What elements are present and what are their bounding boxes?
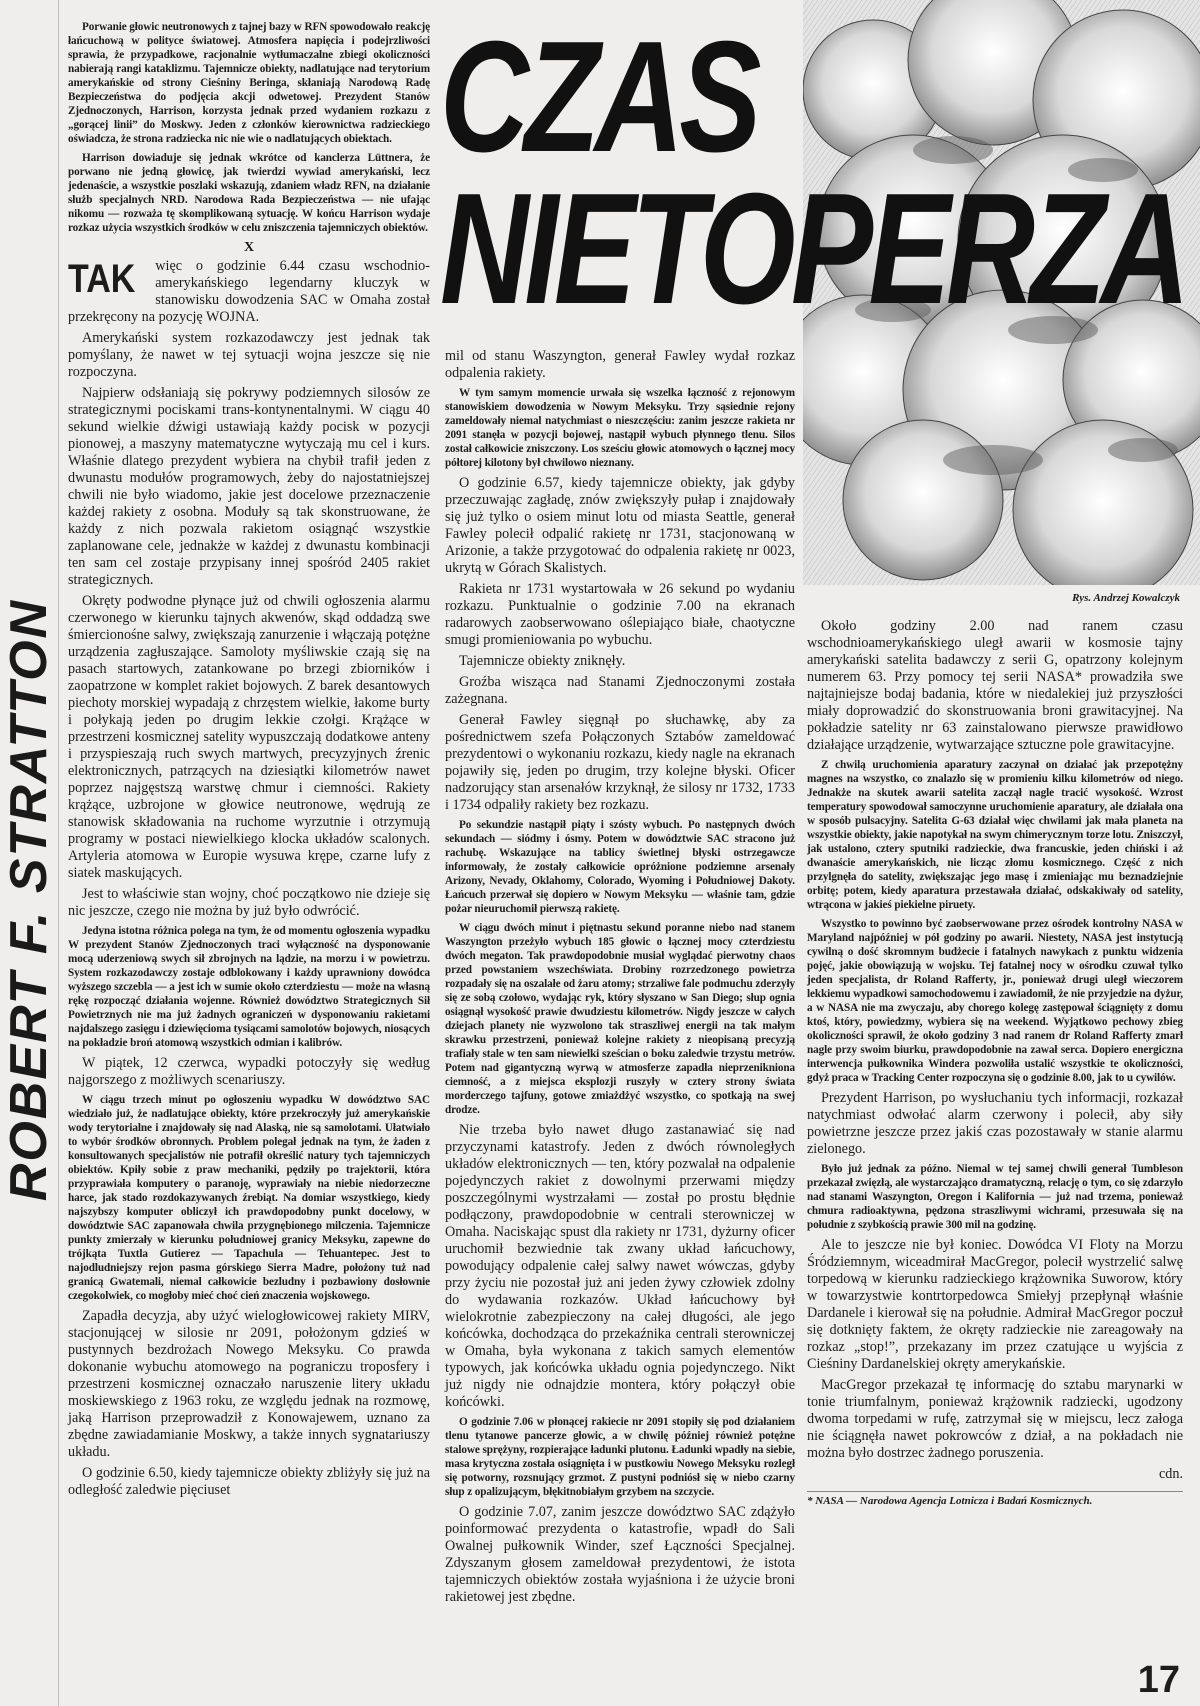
body-block	[445, 475, 795, 814]
intro-paragraph: Harrison dowiaduje się jednak wkrótce od kanclerza Lüttnera, że porwano nie jedną głowicę, jak twierdzi wywiad amerykański, lecz jedenaście, a wszystkie poszlaki wskazują, zdaniem władz RFN, na działanie służb specjalnych NRD. Narodowa Rada Bezpieczeństwa — nie ufając nikomu — rozważa tę skomplikowaną sytuację. W końcu Harrison wydaje rozkaz użycia wszystkich środków w celu zniszczenia tajemniczych obiektów.	[68, 152, 430, 234]
column-1	[68, 20, 430, 1503]
page-number: 17	[1137, 1659, 1180, 1701]
paragraph: Jedyna istotna różnica polega na tym, że od momentu ogłoszenia wypadku W prezydent Stanów Zjednoczonych traci wyłączność na dysponowanie mocą uderzeniową swych sił zbrojnych na lądzie, na morzu i w powietrzu. System rozkazodawczy zostaje odblokowany i każdy uprawniony dowódca wyższego szczebla — a jest ich w sumie około czterdziestu — może na własną rękę rozpocząć działania wojenne. Również dowództwo Strategicznych Sił Powietrznych nie ma już żadnych ograniczeń w dysponowaniu rakietami najdalszego zasięgu i dziewięcioma tysiącami samolotów bojowych, niosących na pokładzie broń atomową wszystkich odmian i kalibrów.	[68, 925, 430, 1049]
paragraph: Z chwilą uruchomienia aparatury zaczynał on działać jak przepotężny magnes na wszystko, co znalazło się w promieniu kilku kilometrów od niego. Jednakże na skutek awarii satelita zaczął nagle tracić wysokość. Wzrost temperatury spowodował samoczynne uruchomienie aparatury, ale działała ona w sposób pulsacyjny. Satelita G-63 działał więc chwilami jak mała planeta na wszystkie obiekty, jakie napotykał na swym chimerycznym torze lotu. Zniszczył, jak ustalono, cztery sputniki radzieckie, dwa francuskie, jeden chiński i aż dwanaście amerykańskich, nie licząc złomu kosmicznego. Część z nich przylgnęła do satelity, zwiększając jego masę i zmieniając mu beznadziejnie orbitę; potem, kiedy aparatura przestawała działać, odskakiwały od satelity, wtrącona w jakieś piekielne piruety.	[807, 759, 1183, 911]
paragraph: Nie trzeba było nawet długo zastanawiać się nad przyczynami katastrofy. Jeden z dwóch równoległych układów elektronicznych — ten, który pozwalał na odpalenie pojedynczych rakiet z dowolnymi przerwami między poszczególnymi wystrzałami — został po prostu błędnie podłączony, prawdopodobnie w centrali sterowniczej w Omaha. Naciskając spust dla rakiety nr 1731, dyżurny oficer uruchomił bezwiednie tak zwany układ łańcuchowy, powodujący odpalenie całej salwy nawet wówczas, gdyby przy życiu nie pozostał już ani jeden żywy człowiek zdolny do wydawania rozkazów. Układ łańcuchowy był wielokrotnie zabezpieczony na całej długości, ale jego końcówka, dochodząca do przekaźnika centrali sterowniczej w Omaha, była wykonana z takich samych elementów typowych, jak końcówka układu ognia pojedynczego. Nikt już nigdy nie odnajdzie montera, który połączył obie końcówki.	[445, 1122, 795, 1410]
section-mark: X	[243, 240, 255, 255]
paragraph: O godzinie 6.57, kiedy tajemnicze obiekty, jak gdyby przeczuwając zagładę, znów zwiększyły pułap i znajdowały się już tylko o osiem minut lotu od miasta Seattle, generał Fawley polecił odpalić rakietę nr 1731, stacjonowaną w Arizonie, a także przygotować do odpalenia rakietę nr 0023, ukrytą w Górach Skalistych.	[445, 475, 795, 576]
continued-mark: cdn.	[1158, 1466, 1183, 1482]
small-block	[68, 1093, 430, 1303]
column-3	[807, 618, 1183, 1507]
article-title	[440, 9, 1200, 337]
author-vertical	[0, 560, 58, 1240]
body-block	[807, 1090, 1183, 1158]
paragraph: Generał Fawley sięgnął po słuchawkę, aby za pośrednictwem szefa Połączonych Sztabów zameldować prezydentowi o wykonaniu rozkazu, kiedy nagle na ekranach pojawiły się, jeden po drugim, trzy kolejne błyski. Oficer nadzorujący stan arsenałów krzyknął, że silosy nr 1732, 1733 i 1734 odpaliły rakiety bez rozkazu.	[445, 712, 795, 813]
paragraph: W ciągu trzech minut po ogłoszeniu wypadku W dowództwo SAC wiedziało już, że nadlatujące obiekty, które przekroczyły już amerykańskie wody terytorialne i znajdowały się nad Alaską, nie są samolotami. Ułatwiało to wybór środków obronnych. Problem polegał jednak na tym, że żaden z konsultowanych specjalistów nie potrafił określić natury tych tajemniczych obiektów. Kpiły sobie z praw mechaniki, pędziły po trajektorii, która przyprawiała komputery o paranoję, wyprawiały na niebie niedorzeczne harce, jak stado rozdokazywanych źrebiąt. Na domiar wszystkiego, kiedy najszybszy komputer obliczył ich prawdopodobny punkt docelowy, w dowództwie SAC zapanowała chwila przygnębionego milczenia. Tajemnicze punkty zmierzały w kierunku południowej granicy Meksyku, zapewne do trójkąta Tuxtla Gutierez — Tapachula — Tehuantepec. Jest to najodludniejszy rejon pasma górskiego Sierra Madre, położony tuż nad granicą Gwatemali, niemal całkowicie bezludny i pozbawiony dosłownie czegokolwiek, co mogłoby mieć choć cień znaczenia wojskowego.	[68, 1094, 430, 1302]
body-block	[68, 1055, 430, 1089]
paragraph: Wszystko to powinno być zaobserwowane przez ośrodek kontrolny NASA w Maryland najpóźniej w pół godziny po awarii. Niestety, NASA jest instytucją cywilną o dość skromnym budżecie i fatalnych nawykach z punktu widzenia pojęć, jakie obowiązują w wojsku. Tej fatalnej nocy w ośrodku czuwał tylko jeden specjalista, dr Roland Rafferty, jr., ponieważ drugi uległ wieczorem lekkiemu wypadkowi samochodowemu i zawiadomił, że nie przyjedzie na dyżur, a w NASA nie ma zwyczaju, aby chorego kolegę zastępował ściągnięty z domu ktoś, który, powiedzmy, wybiera się na weekend. Wyjątkowo pechowy zbieg okoliczności sprawił, że około godziny 3 nad ranem dr Roland Rafferty zmarł nagle przy swoim biurku, prawdopodobnie na zawał serca. Dopiero energiczna interwencja pułkownika Windera pozwoliła ustalić wszystkie te okoliczności, gdyż praca w Tracking Center rozpoczyna się o godzinie 8.00, jak to u cywilów.	[807, 918, 1183, 1084]
body-block	[807, 618, 1183, 754]
body-block	[445, 1504, 795, 1606]
illustration-caption: Rys. Andrzej Kowalczyk	[1072, 592, 1180, 604]
small-block	[445, 818, 795, 1117]
paragraph: Amerykański system rozkazodawczy jest jednak tak pomyślany, że nawet w tej sytuacji wojna jeszcze się nie rozpoczyna.	[68, 330, 430, 380]
small-block	[445, 386, 795, 470]
paragraph: W tym samym momencie urwała się wszelka łączność z rejonowym stanowiskiem dowodzenia w Nowym Meksyku. Trzy sąsiednie rejony zameldowały niemal natychmiast o nieszczęściu: zanim jeszcze rakieta nr 2091 stanęła w pozycji bojowej, nastąpił wybuch płynnego tlenu. Silos został całkowicie zniszczony. Los sześciu głowic atomowych o łącznej mocy półtorej kilotony był chwilowo nieznany.	[445, 387, 795, 469]
paragraph: Groźba wisząca nad Stanami Zjednoczonymi została zażegnana.	[445, 674, 795, 707]
paragraph: Tajemnicze obiekty zniknęły.	[459, 653, 626, 669]
paragraph: Było już jednak za późno. Niemal w tej samej chwili generał Tumbleson przekazał zwięzłą, ale wystarczająco dramatyczną, relację o tym, co się zdarzyło nad stanami Waszyngton, Oregon i Kalifornia — już nad trzema, ponieważ chmura radioaktywna, pędzona straszliwymi wichrami, przesuwała się na południe z szybkością prawie 300 mil na godzinę.	[807, 1163, 1183, 1231]
small-block	[807, 758, 1183, 1085]
paragraph: Jest to właściwie stan wojny, choć początkowo nie dzieje się nic jeszcze, czego nie można by już było odwrócić.	[68, 886, 430, 919]
small-block	[445, 1415, 795, 1499]
paragraph: Prezydent Harrison, po wysłuchaniu tych informacji, rozkazał natychmiast odwołać alarm czerwony i polecił, aby siły powietrzne jeszcze przez jakiś czas pozostawały w stanie alarmu zielonego.	[807, 1090, 1183, 1157]
paragraph: Około godziny 2.00 nad ranem czasu wschodnioamerykańskiego uległ awarii w kosmosie tajny amerykański satelita badawczy z serii G, opatrzony kolejnym numerem 63. Przy pomocy tej serii NASA* prowadziła swe najtajniejsze bodaj badania, które w niedalekiej już przyszłości miały doprowadzić do skonstruowania broni grawitacyjnej. Na pokładzie satelity nr 63 zainstalowano pierwsze prawidłowo działające urządzenie, wytwarzające sztuczne pole grawitacyjne.	[807, 618, 1183, 753]
drop-cap: TAK	[68, 257, 136, 301]
footnote: * NASA — Narodowa Agencja Lotnicza i Badań Kosmicznych.	[807, 1491, 1183, 1507]
paragraph: Po sekundzie nastąpił piąty i szósty wybuch. Po następnych dwóch sekundach — siódmy i ósmy. Potem w dowództwie SAC stracono już rachubę. Wskazujące na tablicy świetlnej błyski ostrzegawcze informowały, że zostały całkowicie opróżnione podziemne arsenały Arizony, Nevady, Oklahomy, Colorado, Wyoming i Południowej Dakoty. Łańcuch przerwał się dopiero w Nowym Meksyku — właśnie tam, gdzie pożar nieuruchomił pierwszą rakietę.	[445, 819, 795, 915]
body-block	[445, 348, 795, 382]
paragraph: O godzinie 7.07, zanim jeszcze dowództwo SAC zdążyło poinformować prezydenta o katastrofie, wpadł do Sali Owalnej pułkownik Winder, szef Łączności Specjalnej. Zdyszanym głosem zameldował prezydentowi, że istota tajemniczych obiektów została wyjaśniona i że użycie broni rakietowej jest zbędne.	[445, 1504, 795, 1605]
paragraph: Zapadła decyzja, aby użyć wielogłowicowej rakiety MIRV, stacjonującej w silosie nr 2091, położonym gdzieś w pustynnych bezdrożach Nowego Meksyku. Co prawda dokonanie wybuchu atomowego na pograniczu troposfery i przestrzeni kosmicznej oznaczało naruszenie litery układu moskiewskiego z 1963 roku, ze względu jednak na rozmowę, jaką Harrison przeprowadził z Konowajewem, uznano za zbędne zawiadamianie Moskwy, a także innych sygnatariuszy układu.	[68, 1308, 430, 1460]
paragraph: Najpierw odsłaniają się pokrywy podziemnych silosów ze strategicznymi pociskami trans-kontynentalnymi. W ciągu 40 sekund wielkie dźwigi ustawiają każdy pocisk w pozycji pionowej, a maszyny matematyczne wytyczają mu cel i kurs. Właśnie dlatego prezydent wybiera na chybił trafił jeden z dwunastu modułów programowych, żeby do najostatniejszej chwili nie było wiadomo, jakie jest docelowe przeznaczenie każdej rakiety z osobna. Moduły są tak skonstruowane, że każdy z nich pozwala rakietom osiągnąć wszystkie zaplanowane cele, jednakże w każdej z dwunastu kombinacji ten sam cel zostaje przypisany innej spośród 2405 rakiet strategicznych.	[68, 385, 430, 588]
paragraph: W piątek, 12 czerwca, wypadki potoczyły się według najgorszego z możliwych scenariuszy.	[68, 1055, 430, 1088]
lead-paragraph	[68, 258, 430, 326]
paragraph: Ale to jeszcze nie był koniec. Dowódca VI Floty na Morzu Śródziemnym, wiceadmirał MacGregor, polecił wystrzelić salwę torpedową w kierunku radzieckiego krążownika Suworow, który w towarzystwie kontrtorpedowca Smiełyj przepłynął właśnie Dardanele i kierował się na południe. Admirał MacGregor poczuł się dotknięty faktem, że okręty radzieckie nie zareagowały na rozkaz „stop!”, przekazany im przez czatujące u wyjścia z Cieśniny Dardanelskiej okręty amerykańskie.	[807, 1237, 1183, 1372]
paragraph: W ciągu dwóch minut i piętnastu sekund poranne niebo nad stanem Waszyngton przeżyło wybuch 185 głowic o łącznej mocy czterdziestu dwóch megaton. Tak prawdopodobnie musiał wyglądać pierwotny chaos przed powstaniem wszechświata. Drobiny rozrzedzonego powietrza rozpadały się na oszalałe od żaru atomy; strzaliwe fale podmuchu zderzyły się ze sobą czołowo, wydając ryk, który słyszano w San Diego; słup ognia osiągnął wysokość prawie dwudziestu kilometrów. Nigdy jeszcze w całych dziejach planety nie wyzwolono tak straszliwej energii na tak małym skrawku przestrzeni, ponieważ kolejne rakiety z nieopisaną precyzją trafiały stale w ten sam niewielki sześcian o boku zaledwie trzystu metrów. Potem nad gigantyczną wyrwą w atmosferze zapadła nieprzenikniona ciemność, a z miejsca eksplozji ruszyły w cztery strony świata morderczego tajfuny, gotowe zmiażdżyć wszystko, co spotkają na swej drodze.	[445, 922, 795, 1116]
title-line-2: NIETOPERZA	[440, 161, 1186, 337]
column-2	[445, 348, 795, 1610]
paragraph: O godzinie 6.50, kiedy tajemnicze obiekty zbliżyły się już na odległość zaledwie pięciuset	[68, 1465, 430, 1498]
paragraph: O godzinie 7.06 w płonącej rakiecie nr 2091 stopiły się pod działaniem tlenu tytanowe pancerze głowic, a w chwilę później również potężne stalowe sprężyny, rozpierające ładunki plutonu. Ładunki wpadły na siebie, masa krytyczna została osiągnięta i w pustkowiu Nowego Meksyku rozległ się potworny, rozsnujący grzmot. Z pustyni podniósł się w niebo czarny słup z opalizującym, błękitnobiałym grzybem na szczycie.	[445, 1416, 795, 1498]
paragraph: Okręty podwodne płynące już od chwili ogłoszenia alarmu czerwonego w kierunku tajnych akwenów, skąd oddadzą swe śmiercionośne salwy, zwiększają zanurzenie i włączają potężne urządzenia zagłuszające. Samoloty myśliwskie czają się na pasach startowych, zatankowane po brzegi zbiorników i zaopatrzone w komplet rakiet bojowych. Z barek desantowych piechoty morskiej wypadają z chrzęstem wielkie, łakome burty i połykają jeden po drugim lekkie czołgi. Krążące w przestrzeni kosmicznej satelity wypuszczają dodatkowe anteny i przyspieszają ruch swych martwych, precyzyjnych źrenic elektronicznych, patrzących na dziesiątki kilometrów nawet poprzez najgęstszą warstwę chmur i ciemności. Rakiety krążące, uzbrojone w głowice neutronowe, wędrują ze stanowisk składowania na ruchome wyrzutnie i otrzymują programy w postaci niewielkiego klocka układów scalonych. Artyleria atomowa w Europie wysuwa krępe, czarne lufy z siatek maskujących.	[68, 593, 430, 881]
lead-text: więc o godzinie 6.44 czasu wschodnio-amerykańskiego legendarny kluczyk w stanowisku dowodzenia SAC w Omaha został przekręcony na pozycję WOJNA.	[68, 258, 430, 325]
body-block	[445, 1122, 795, 1411]
small-block	[68, 924, 430, 1050]
small-block	[807, 1162, 1183, 1232]
paragraph: MacGregor przekazał tę informację do sztabu marynarki w tonie triumfalnym, ponieważ krążownik radziecki, ugodzony dwoma torpedami w rufę, zatrzymał się w miejscu, lecz załoga nie ściągnęła nawet pokrowców z dział, a na pokładach nie można było dostrzec żadnego poruszenia.	[807, 1377, 1183, 1461]
paragraph: Rakieta nr 1731 wystartowała w 26 sekund po wydaniu rozkazu. Punktualnie o godzinie 7.00 na ekranach radarowych zaobserwowano oślepiająco białe, chaotyczne smugi promieniowania po wybuchu.	[445, 581, 795, 648]
author-name: ROBERT F. STRATTON	[0, 598, 58, 1202]
intro-paragraph: Porwanie głowic neutronowych z tajnej bazy w RFN spowodowało reakcję łańcuchową w polityce światowej. Atmosfera napięcia i podejrzliwości sprawia, że przypadkowe, racjonalnie wytłumaczalne zbiegi okoliczności nabierają rangi kataklizmu. Tajemnicze obiekty, nadlatujące nad terytorium amerykańskie od strony Cieśniny Beringa, skłaniają Narodową Radę Bezpieczeństwa do podjęcia akcji odwetowej. Prezydent Stanów Zjednoczonych, Harrison, korzysta jednak przed wydaniem rozkazu z „gorącej linii” do Moskwy. Jeden z członków kierownictwa radzieckiego oświadcza, że strona radziecka nic nie wie o nadlatujących obiektach.	[68, 21, 430, 145]
body-block	[68, 330, 430, 920]
paragraph: mil od stanu Waszyngton, generał Fawley wydał rozkaz odpalenia rakiety.	[445, 348, 795, 381]
body-block	[68, 1308, 430, 1499]
intro-summary	[68, 20, 430, 235]
title-line-1: CZAS	[440, 9, 757, 185]
body-block	[807, 1237, 1183, 1483]
